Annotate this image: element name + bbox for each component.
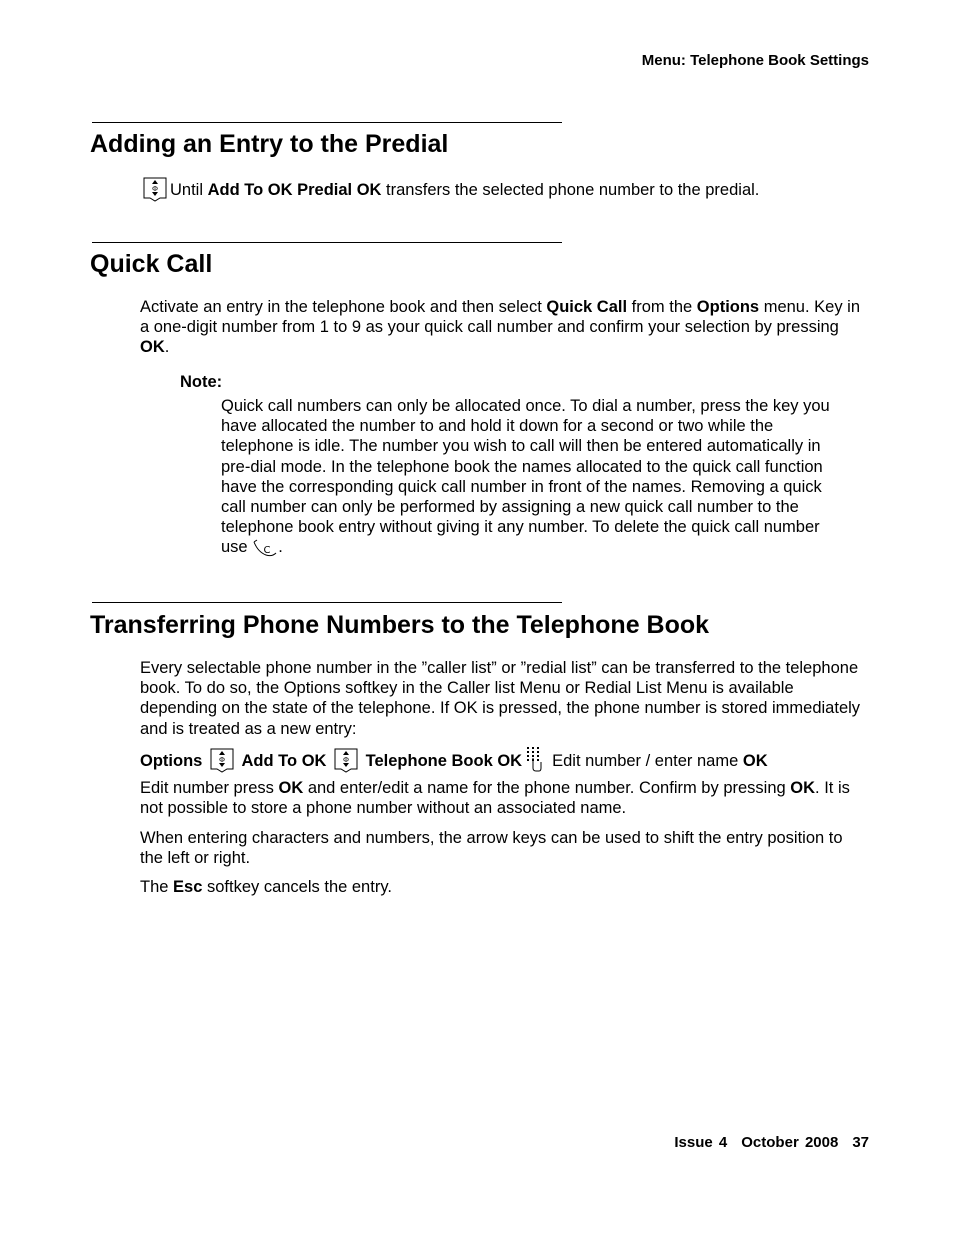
running-header: Menu: Telephone Book Settings	[641, 52, 869, 69]
navigation-key-icon	[208, 747, 236, 773]
page-footer	[674, 1134, 869, 1151]
esc-paragraph: The Esc softkey cancels the entry.	[140, 878, 392, 896]
svg-text:C: C	[263, 545, 271, 557]
edit-number-paragraph: Edit number press OK and enter/edit a name for the phone number. Confirm by pressing OK. It is not possible to store a phone number without an associated name.	[140, 779, 850, 818]
keypad-icon	[524, 746, 544, 772]
quick-call-paragraph: Activate an entry in the telephone book and then select Quick Call from the Options menu. Key in a one-digit number from 1 to 9 as your quick call number and confirm your selection by pressing OK.	[140, 298, 860, 357]
footer-date: October 2008	[741, 1134, 839, 1151]
section-heading-predial: Adding an Entry to the Predial	[90, 130, 449, 158]
arrow-keys-paragraph: When entering characters and numbers, the arrow keys can be used to shift the entry position to the left or right.	[140, 829, 843, 868]
section-divider	[92, 122, 562, 123]
transfer-key-sequence: Options Ф Add To OK Ф Telephone Book OK Edit number / enter name OK	[140, 746, 864, 773]
clear-key-icon	[252, 538, 278, 558]
predial-instruction: Ф Until Add To OK Predial OK transfers the selected phone number to the predial.	[140, 176, 864, 202]
transfer-paragraph: Every selectable phone number in the ”caller list” or ”redial list” can be transferred to the telephone book. To do so, the Options softkey in the Caller list Menu or Redial List Menu is available depending on the state of the telephone. If OK is pressed, the phone number is stored immediately and is treated as a new entry:	[140, 659, 861, 738]
section-heading-quick-call: Quick Call	[90, 250, 213, 278]
svg-text:Ф: Ф	[151, 185, 159, 193]
footer-issue: Issue 4	[674, 1134, 728, 1151]
svg-text:Ф: Ф	[343, 756, 350, 764]
note-text: Quick call numbers can only be allocated once. To dial a number, press the key you have allocated the number to and hold it down for a second or two while the telephone is idle. The number you wish to call will then be entered automatically in pre-dial mode. In the telephone book the names allocated to the quick call function have the corresponding quick call number in front of the names. Removing a quick call number can only be performed by assigning a new quick call number to the telephone book entry without giving it any number. To delete the quick call number use C .	[221, 397, 830, 557]
svg-text:Ф: Ф	[218, 756, 225, 764]
section-divider	[92, 602, 562, 603]
section-divider	[92, 242, 562, 243]
navigation-key-icon	[141, 176, 169, 202]
footer-page-number: 37	[852, 1134, 869, 1151]
navigation-key-icon	[332, 747, 360, 773]
note-label: Note:	[180, 373, 223, 391]
section-heading-transferring: Transferring Phone Numbers to the Telephone Book	[90, 611, 710, 639]
